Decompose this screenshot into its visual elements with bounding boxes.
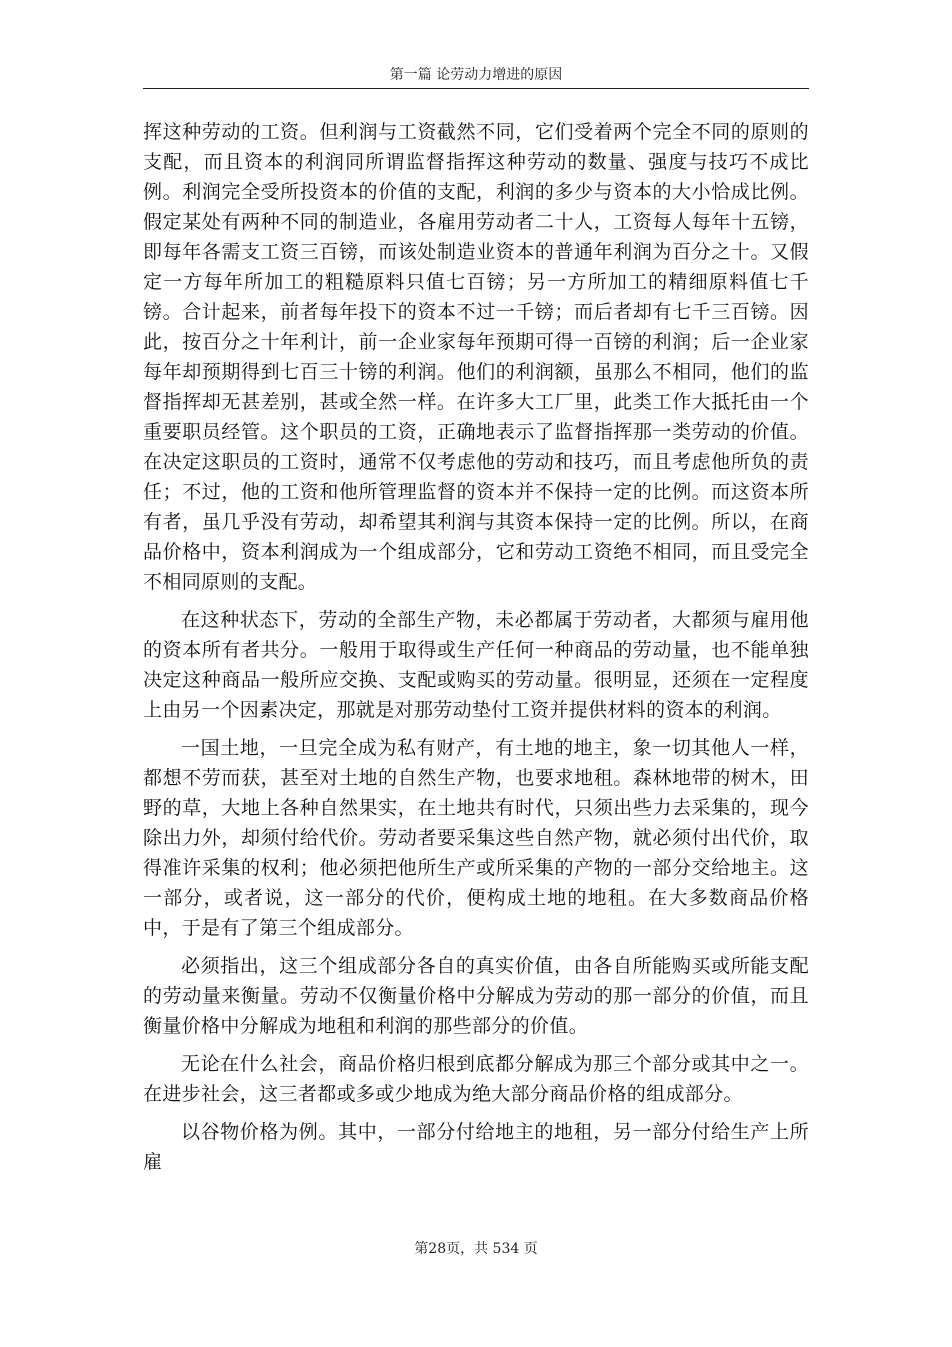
paragraph: 必须指出，这三个组成部分各自的真实价值，由各自所能购买或所能支配的劳动量来衡量。劳动不仅衡量价格中分解成为劳动的那一部分的价值，而且衡量价格中分解成为地租和利润的那些部分的价值。: [143, 955, 809, 1037]
chapter-title: 第一篇 论劳动力增进的原因: [389, 67, 563, 83]
page-header: [143, 66, 809, 89]
page-footer: [0, 1240, 952, 1258]
paragraph: 在这种状态下，劳动的全部生产物，未必都属于劳动者，大都须与雇用他的资本所有者共分。一般用于取得或生产任何一种商品的劳动量，也不能单独决定这种商品一般所应交换、支配或购买的劳动量。很明显，还须在一定程度上由另一个因素决定，那就是对那劳动垫付工资并提供材料的资本的利润。: [143, 609, 809, 721]
paragraph: 以谷物价格为例。其中，一部分付给地主的地租，另一部分付给生产上所雇: [143, 1121, 809, 1173]
paragraph: 挥这种劳动的工资。但利润与工资截然不同，它们受着两个完全不同的原则的支配，而且资本的利润同所谓监督指挥这种劳动的数量、强度与技巧不成比例。利润完全受所投资本的价值的支配，利润的多少与资本的大小恰成比例。假定某处有两种不同的制造业，各雇用劳动者二十人，工资每人每年十五镑，即每年各需支工资三百镑，而该处制造业资本的普通年利润为百分之十。又假定一方每年所加工的粗糙原料只值七百镑；另一方所加工的精细原料值七千镑。合计起来，前者每年投下的资本不过一千镑；而后者却有七千三百镑。因此，按百分之十年利计，前一企业家每年预期可得一百镑的利润；后一企业家每年却预期得到七百三十镑的利润。他们的利润额，虽那么不相同，他们的监督指挥却无甚差别，甚或全然一样。在许多大工厂里，此类工作大抵托由一个重要职员经管。这个职员的工资，正确地表示了监督指挥那一类劳动的价值。在决定这职员的工资时，通常不仅考虑他的劳动和技巧，而且考虑他所负的责任；不过，他的工资和他所管理监督的资本并不保持一定的比例。而这资本所有者，虽几乎没有劳动，却希望其利润与其资本保持一定的比例。所以，在商品价格中，资本利润成为一个组成部分，它和劳动工资绝不相同，而且受完全不相同原则的支配。: [143, 121, 809, 593]
paragraph: 一国土地，一旦完全成为私有财产，有土地的地主，象一切其他人一样，都想不劳而获，甚至对土地的自然生产物，也要求地租。森林地带的树木，田野的草，大地上各种自然果实，在土地共有时代，只须出些力去采集的，现今除出力外，却须付给代价。劳动者要采集这些自然产物，就必须付出代价，取得准许采集的权利；他必须把他所生产或所采集的产物的一部分交给地主。这一部分，或者说，这一部分的代价，便构成土地的地租。在大多数商品价格中，于是有了第三个组成部分。: [143, 737, 809, 939]
paragraph: 无论在什么社会，商品价格归根到底都分解成为那三个部分或其中之一。在进步社会，这三者都或多或少地成为绝大部分商品价格的组成部分。: [143, 1053, 809, 1105]
body-text: [143, 117, 809, 1185]
page-number: 第28页，共 534 页: [414, 1241, 538, 1257]
